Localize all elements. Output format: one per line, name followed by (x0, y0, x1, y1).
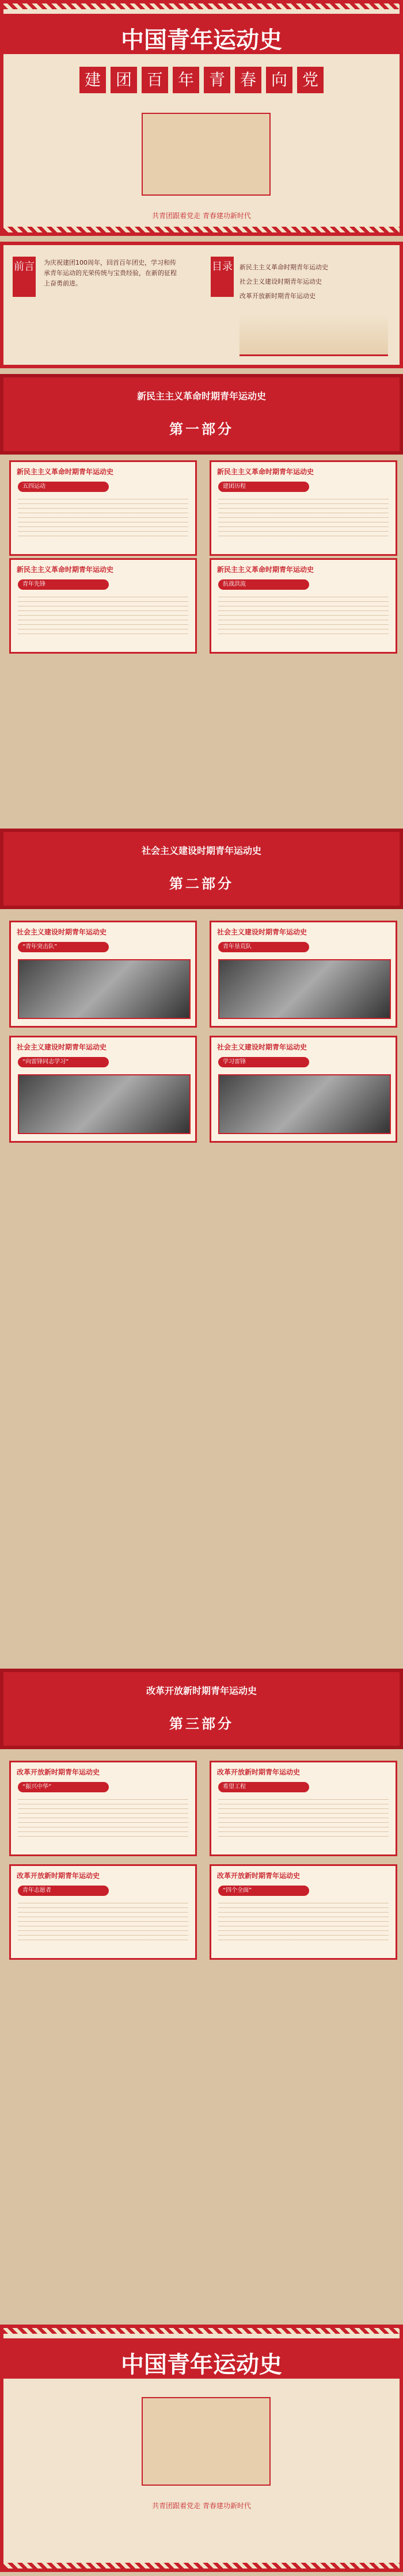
card-6: 社会主义建设时期青年运动史 青年垦荒队 (210, 921, 397, 1028)
cover-slide (0, 0, 403, 236)
card-2: 新民主主义革命时期青年运动史 建团历程 (210, 460, 397, 556)
preface-slide (0, 242, 403, 368)
card-11: 改革开放新时期青年运动史 青年志愿者 (9, 1864, 197, 1960)
section2-part: 第二部分 (169, 876, 234, 892)
card-10: 改革开放新时期青年运动史 希望工程 (210, 1761, 397, 1856)
card-9: 改革开放新时期青年运动史 “振兴中华” (9, 1761, 197, 1856)
preface-text: 为庆祝建团100周年，回首百年团史，学习和传承青年运动的光荣传统与宝贵经验，在新的征程上奋勇前进。 (44, 259, 177, 287)
card-1: 新民主主义革命时期青年运动史 五四运动 (9, 460, 197, 556)
preface-badge: 前言 (13, 257, 36, 297)
youth-illustration (142, 113, 271, 196)
card-7: 社会主义建设时期青年运动史 “向雷锋同志学习” (9, 1036, 197, 1143)
toc-badge: 目录 (211, 257, 234, 297)
card-4: 新民主主义革命时期青年运动史 抗战洪流 (210, 558, 397, 654)
card-5: 社会主义建设时期青年运动史 “青年突击队” (9, 921, 197, 1028)
section1-part: 第一部分 (169, 421, 234, 437)
cover-title-bar (3, 14, 400, 54)
card-12: 改革开放新时期青年运动史 “四个全面” (210, 1864, 397, 1960)
section2-header (0, 829, 403, 909)
ending-title: 中国青年运动史 (121, 2352, 282, 2378)
cover-subtitle: 建 团 百 年 青 春 向 党 (38, 67, 365, 101)
section2-title: 社会主义建设时期青年运动史 (141, 845, 261, 856)
toc-item-1[interactable]: 新民主主义革命时期青年运动史 (239, 264, 328, 271)
ending-title-bar (3, 2338, 400, 2379)
section3-header (0, 1669, 403, 1749)
toc-item-2[interactable]: 社会主义建设时期青年运动史 (239, 278, 322, 285)
toc-item-3[interactable]: 改革开放新时期青年运动史 (239, 292, 315, 300)
card-3: 新民主主义革命时期青年运动史 青年先锋 (9, 558, 197, 654)
card-8: 社会主义建设时期青年运动史 学习雷锋 (210, 1036, 397, 1143)
section1-title: 新民主主义革命时期青年运动史 (136, 391, 266, 402)
cover-title: 中国青年运动史 (121, 27, 282, 54)
ending-illustration (142, 2397, 271, 2486)
section3-title: 改革开放新时期青年运动史 (146, 1685, 257, 1696)
section1-header (0, 374, 403, 455)
tiananmen-graphic (239, 314, 388, 356)
section3-part: 第三部分 (169, 1716, 234, 1732)
cover-tagline: 共青团跟着党走 青春建功新时代 (152, 212, 251, 220)
ending-slide (0, 2325, 403, 2572)
ending-tagline: 共青团跟着党走 青春建功新时代 (152, 2502, 251, 2510)
